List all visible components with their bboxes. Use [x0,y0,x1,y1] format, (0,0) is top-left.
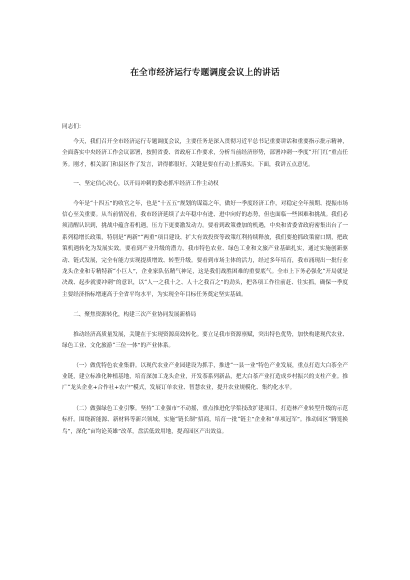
salutation: 同志们： [62,124,85,130]
paragraph-intro: 今天，我们召开全市经济运行专题调度会议，主要任务是深入贯彻习近平总书记重要讲话和重要指示批示精神，全面落实中央经济工作会议部署，按照省委、省政府工作要求，分析当前经济形势，部署冲刺一季度“开门红”重点任务。刚才，相关部门和县区作了发言，讲得都很好，关键是要在行动上抓落实。下面，我讲五点意见。 [62,139,348,168]
section-heading-2: 二、聚焦资源转化，构建三次产业协同发展新格局 [73,312,197,319]
document-title: 在全市经济运行专题调度会议上的讲话 [130,68,280,78]
paragraph-section-2: 推动经济高质量发展，关键在于实现资源高效转化。要立足我市资源禀赋，突出特色优势，加快构建现代农业、绿色工业、文化旅游“三位一体”的产业体系。 [62,331,348,350]
paragraph-subsection-1: （一）做优特色农业集群。以现代农业产业园建设为抓手，推进“一县一业”特色产业发展，重点打造大白茶全产业链，建立标准化种植基地，培育深加工龙头企业，开发茶系列新品，把大白茶产业打造成乡村振兴的支柱产业。推广“龙头企业+合作社+农户”模式，发展订单农业、智慧农业，提升农业规模化、集约化水平。 [62,362,348,392]
section-heading-1: 一、坚定信心决心，以开局冲刺的姿态抓牢经济工作主动权 [73,181,219,188]
paragraph-subsection-2: （二）做强绿色工业引擎。坚持“工业强市”不动摇，重点推进化学浆技改扩建项目，打造林产业转型升级的示范标杆。围绕新能源、新材料等新兴领域，实施“链长制”招商，培育一批“链主”企业和“单项冠军”。推动园区“腾笼换鸟”，深化“亩均论英雄”改革，盘活低效用地，提高园区产出效益。 [62,405,348,435]
paragraph-section-1: 今年是“十四五”的收官之年，也是“十五五”规划的谋篇之年，做好一季度经济工作，对稳定全年预期、提振市场信心至关重要。从当前情况看，我市经济延续了去年稳中有进、进中向好的态势，但也面临一些困难和挑战。我们必须清醒认识到，挑战中蕴含着机遇，压力下更要激发动力。要看到政策叠加的机遇，中央和省委省政府密集出台了一系列稳增长政策，特别是“两新”“两重”项目建设、扩大有效投资等政策红利持续释放，我们要抢抓政策窗口期，把政策机遇转化为发展实效。要看到产业升级的潜力，我市特色农业、绿色工业和文旅产业基础扎实，通过实施创新驱动、链式发展，完全有能力实现提质增效、转型升级。要看到市场主体的活力，经过多年培育，我市涌现出一批行业龙头企业和专精特新“小巨人”，企业家队伍精气神足，这是我们战胜困难的重要底气。全市上下务必强化“开局就是决战、起步就要冲刺”的意识，以“人一之我十之、人十之我百之”的劲头，把各项工作往前赶、往实抓，确保一季度主要经济指标增速高于全省平均水平，为实现全年目标任务奠定坚实基础。 [62,200,348,298]
